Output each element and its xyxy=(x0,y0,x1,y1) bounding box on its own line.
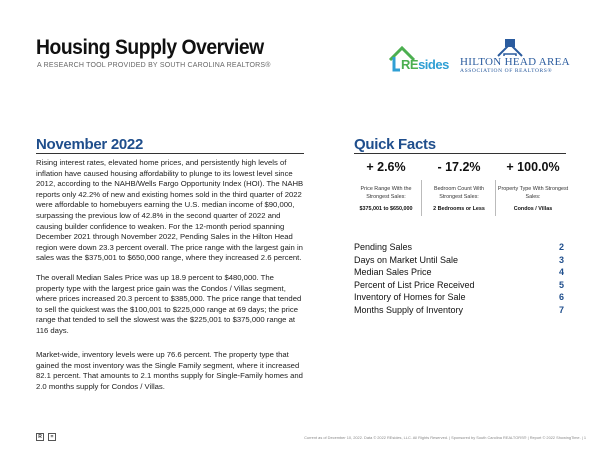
equal-housing-icon: = xyxy=(48,433,56,441)
toc-item-days-on-market[interactable]: Days on Market Until Sale 3 xyxy=(354,254,564,265)
footer-icons xyxy=(36,433,56,441)
toc-item-median-sales-price[interactable]: Median Sales Price 4 xyxy=(354,267,564,278)
toc-item-months-supply[interactable]: Months Supply of Inventory 7 xyxy=(354,304,564,315)
fact-label-price-range: Price Range With the Strongest Sales: xyxy=(360,186,412,200)
footer-text: Current as of December 10, 2022. Data © 2022 REsides, LLC. All Rights Reserved. | Sponsored by South Carolina REALTORS® | Report © 2022 ShowingTime. | 1 xyxy=(304,435,586,440)
report-month-heading: November 2022 xyxy=(36,136,143,153)
fact-value-bedroom-count: - 17.2% xyxy=(437,160,481,174)
fact-value-price-range: + 2.6% xyxy=(366,160,406,174)
quick-facts-heading: Quick Facts xyxy=(354,136,436,153)
fact-label-bedroom-count: Bedroom Count With Strongest Sales: xyxy=(433,186,485,200)
fact-sub-property-type: Condos / Villas xyxy=(513,206,553,212)
table-of-contents xyxy=(354,242,564,318)
fact-value-property-type: + 100.0% xyxy=(506,160,560,174)
page-subtitle: A RESEARCH TOOL PROVIDED BY SOUTH CAROLINA REALTORS® xyxy=(37,62,271,69)
toc-item-inventory[interactable]: Inventory of Homes for Sale 6 xyxy=(354,292,564,303)
left-divider xyxy=(36,153,304,154)
hilton-head-logo-assoc: ASSOCIATION OF REALTORS® xyxy=(460,68,553,74)
resides-logo-text: REsides xyxy=(401,57,449,72)
body-paragraph-3: Market-wide, inventory levels were up 76.6 percent. The property type that gained the most inventory was the Single Family segment, where it increased 82.1 percent. That amounts to 2.1 months supply for Single-Family homes and 2.0 months supply for Condos / Villas. xyxy=(36,350,303,391)
body-paragraph-1: Rising interest rates, elevated home prices, and persistently high levels of inflation have caused housing affordability to plunge to its lowest level since 2012, according to the NAHB/Wells Fargo Opportunity Index (HOI). The NAHB reports only 42.2% of new and existing homes sold in the third quarter of 2022 were affordable to homebuyers earning the U.S. median income of $90,000, surpassing the previous low of 42.8% in the second quarter of 2022 and causing builder confidence to weaken. For the 12-month period spanning December 2021 through November 2022, Pending Sales in the Hilton Head region were down 23.3 percent overall. The price range with the largest gain in sales was the $375,001 to $650,000 range, where they increased 2.6 percent. xyxy=(36,158,304,263)
page-title: Housing Supply Overview xyxy=(36,36,264,59)
toc-item-pending-sales[interactable]: Pending Sales 2 xyxy=(354,242,564,252)
fact-sub-price-range: $375,001 to $650,000 xyxy=(359,206,413,212)
toc-item-percent-list-price[interactable]: Percent of List Price Received 5 xyxy=(354,279,564,290)
hilton-head-logo-name: HILTON HEAD AREA xyxy=(460,56,570,68)
realtor-icon: R xyxy=(36,433,44,441)
fact-label-property-type: Property Type With Strongest Sales: xyxy=(497,186,569,200)
fact-sub-bedroom-count: 2 Bedrooms or Less xyxy=(433,206,485,212)
right-divider xyxy=(354,153,566,154)
body-paragraph-2: The overall Median Sales Price was up 18.9 percent to $480,000. The property type with the largest price gain was the Condos / Villas segment, where prices increased 20.3 percent to $385,000. The price range that tended to sell the quickest was the $100,001 to $225,000 range at 69 days; the price range that tended to sell the slowest was the $225,001 to $375,000 range at 116 days. xyxy=(36,273,302,335)
